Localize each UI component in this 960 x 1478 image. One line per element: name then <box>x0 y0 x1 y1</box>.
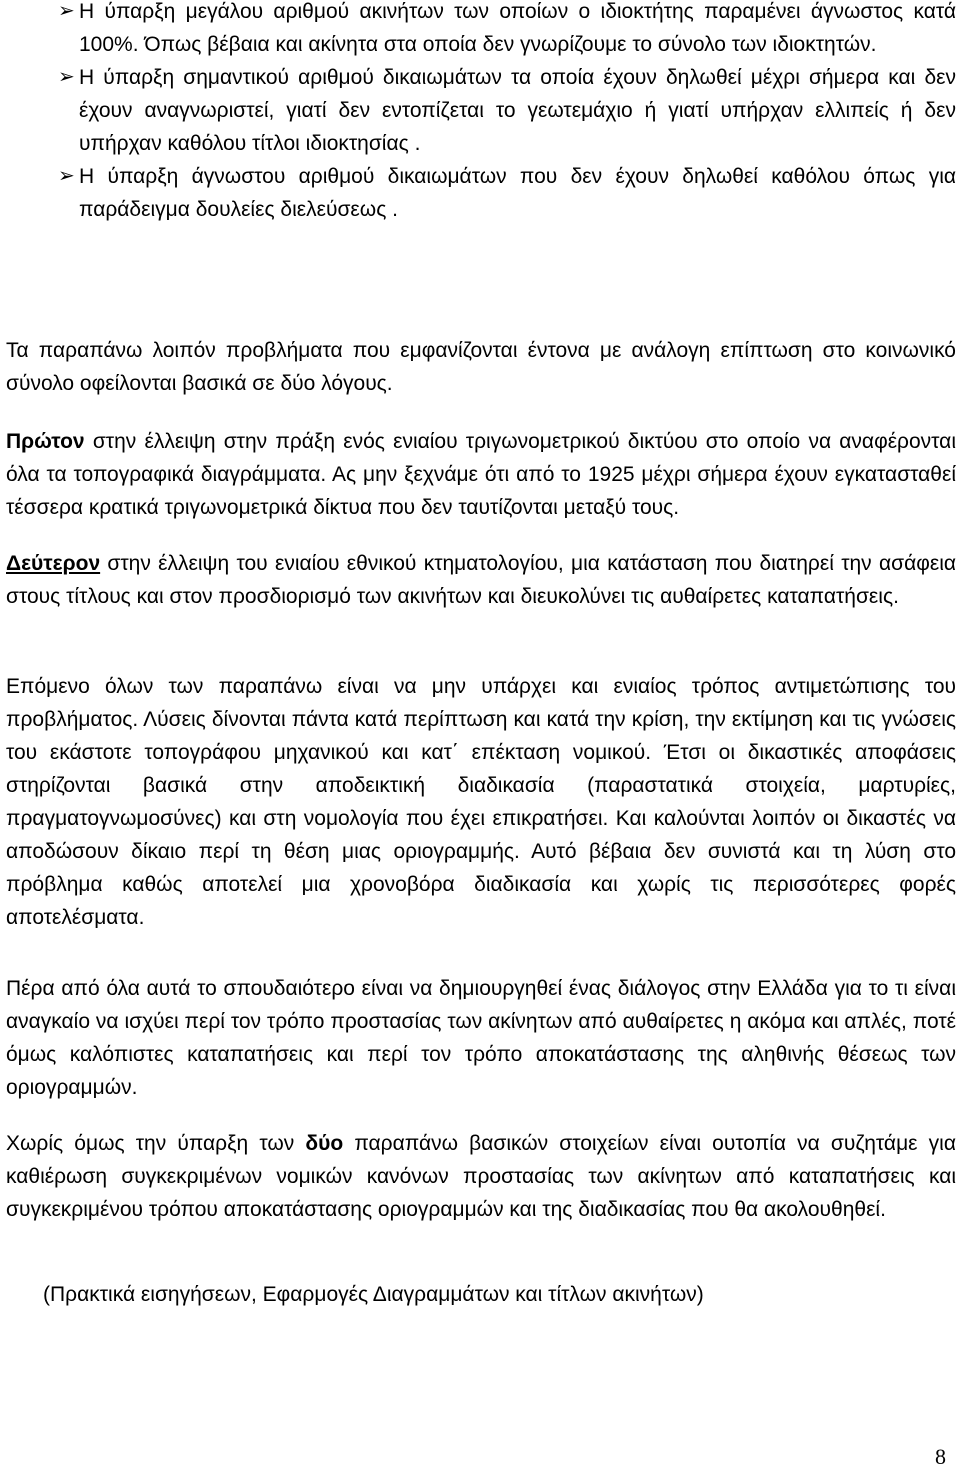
problem-list-block <box>0 0 956 275</box>
first-reason-text: στην έλλειψη στην πράξη ενός ενιαίου τριγωνομετρικού δικτύου στο οποίο να αναφέρονται όλα τα τοπογραφικά διαγράμματα. Ας μην ξεχνάμε ότι από το 1925 μέχρι σήμερα έχουν εγκατασταθεί τέσσερα κρατικά τριγωνομετρικά δίκτυα που δεν ταυτίζονται μεταξύ τους. <box>6 430 956 519</box>
problem-list <box>0 0 956 226</box>
intro-paragraph: Τα παραπάνω λοιπόν προβλήματα που εμφανίζονται έντονα με ανάλογη επίπτωση στο κοινωνικό σύνολο οφείλονται βασικά σε δύο λόγους. <box>6 339 956 395</box>
list-item <box>0 0 956 61</box>
arrowhead-bullet-icon: ➢ <box>58 0 75 22</box>
arrowhead-bullet-icon: ➢ <box>58 165 75 187</box>
closing-text-start: Χωρίς όμως την ύπαρξη των <box>6 1132 306 1155</box>
second-reason-paragraph <box>6 547 956 613</box>
first-reason-label: Πρώτον <box>6 430 85 453</box>
list-item <box>0 61 956 160</box>
consequence-paragraph: Επόμενο όλων των παραπάνω είναι να μην υπάρχει και ενιαίος τρόπος αντιμετώπισης του προβλήματος. Λύσεις δίνονται πάντα κατά περίπτωση και κατά την κρίση, την εκτίμηση και τις γνώσεις του εκάστοτε τοπογράφου μηχανικού και κατ΄ επέκταση νομικού. Έτσι οι δικαστικές αποφάσεις στηρίζονται βασικά στην αποδεικτική διαδικασία (παραστατικά στοιχεία, μαρτυρίες, πραγματογνωμοσύνες) και στη νομολογία που έχει επικρατήσει. Και καλούνται λοιπόν οι δικαστές να αποδώσουν δίκαιο περί τη θέση μιας οριογραμμής. Αυτό βέβαια δεν συνιστά και τη λύση στο πρόβλημα καθώς αποτελεί μια χρονοβόρα διαδικασία και χωρίς τις περισσότερες φορές αποτελέσματα. <box>6 675 956 929</box>
list-item-text: Η ύπαρξη μεγάλου αριθμού ακινήτων των οποίων ο ιδιοκτήτης παραμένει άγνωστος κατά 100%. Όπως βέβαια και ακίνητα στα οποία δεν γνωρίζουμε το σύνολο των ιδιοκτητών. <box>79 0 956 56</box>
second-reason-text: στην έλλειψη του ενιαίου εθνικού κτηματολογίου, μια κατάσταση που διατηρεί την ασάφεια στους τίτλους και στον προσδιορισμό των ακινήτων και διευκολύνει τις αυθαίρετες καταπατήσεις. <box>6 552 956 608</box>
citation: (Πρακτικά εισηγήσεων, Εφαρμογές Διαγραμμάτων και τίτλων ακινήτων) <box>43 1283 704 1306</box>
list-item <box>0 160 956 226</box>
page-number: 8 <box>935 1444 946 1469</box>
list-item-text: Η ύπαρξη άγνωστου αριθμού δικαιωμάτων που δεν έχουν δηλωθεί καθόλου όπως για παράδειγμα δουλείες διελεύσεως . <box>79 165 956 221</box>
arrowhead-bullet-icon: ➢ <box>58 66 75 88</box>
list-item-text: Η ύπαρξη σημαντικού αριθμού δικαιωμάτων τα οποία έχουν δηλωθεί μέχρι σήμερα και δεν έχουν αναγνωριστεί, γιατί δεν εντοπίζεται το γεωτεμάχιο ή γιατί υπήρχαν ελλιπείς ή δεν υπήρχαν καθόλου τίτλοι ιδιοκτησίας . <box>79 66 956 155</box>
closing-paragraph <box>6 1127 956 1226</box>
closing-emphasis: δύο <box>305 1132 344 1155</box>
goal-paragraph: Πέρα από όλα αυτά το σπουδαιότερο είναι να δημιουργηθεί ένας διάλογος στην Ελλάδα για το τι είναι αναγκαίο να ισχύει περί τον τρόπο προστασίας των ακίνητων από αυθαίρετες η ακόμα και απλές, ποτέ όμως καλόπιστες καταπατήσεις και περί τον τρόπο αποκατάστασης της αληθινής θέσεως των οριογραμμών. <box>6 977 956 1099</box>
closing-text-end: παραπάνω βασικών στοιχείων είναι ουτοπία να συζητάμε για καθιέρωση συγκεκριμένων νομικών κανόνων προστασίας των ακίνητων από καταπατήσεις και συγκεκριμένου τρόπου αποκατάστασης οριογραμμών και της διαδικασίας που θα ακολουθηθεί. <box>6 1132 956 1221</box>
first-reason-paragraph <box>6 425 956 524</box>
second-reason-label: Δεύτερον <box>6 552 101 575</box>
